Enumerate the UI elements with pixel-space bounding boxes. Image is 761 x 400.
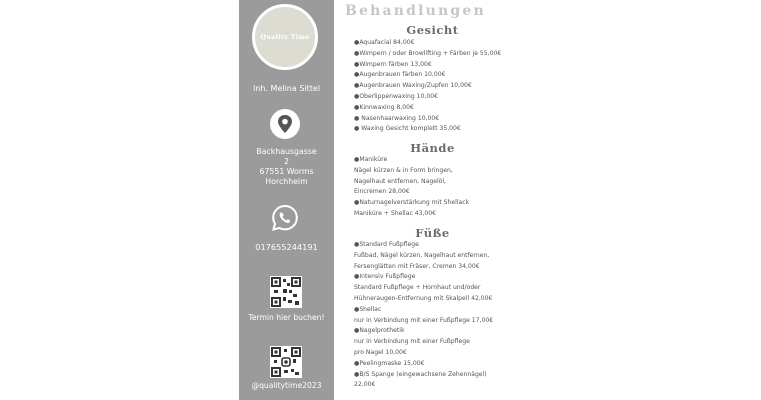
list-item: Eincremen 28,00€ [354, 188, 410, 196]
page-title: Behandlungen [345, 3, 486, 19]
address [239, 147, 334, 187]
section-list-haende [354, 155, 522, 220]
quality-time-logo [252, 4, 318, 70]
list-item: nur in Verbindung mit einer Fußpflege [354, 338, 470, 346]
list-item: ●Augenbrauen färben 10,00€ [354, 71, 446, 79]
list-item: Fersenglätten mit Fräser, Cremen 34,00€ [354, 262, 480, 270]
address-street: Backhausgasse [256, 147, 317, 156]
list-item: ●Naturnagelverstärkung mit Shellack [354, 199, 470, 207]
location-pin-icon [270, 109, 300, 139]
whatsapp-icon [270, 203, 300, 233]
list-item: ●Peelingmaske 15,00€ [354, 359, 425, 367]
price-list-flyer [239, 0, 520, 400]
list-item: ●Augenbrauen Waxing/Zupfen 10,00€ [354, 82, 472, 90]
list-item: ●Maniküre [354, 156, 388, 163]
phone-number: 017655244191 [255, 242, 318, 252]
section-title-haende: Hände [410, 141, 455, 155]
list-item: Nägel kürzen & in Form bringen, [354, 166, 453, 174]
qr-code-icon[interactable] [270, 276, 302, 308]
list-item: ● Nasenhaarwaxing 10,00€ [354, 114, 440, 122]
list-item: Fußbad, Nägel kürzen, Nagelhaut entfernen, [354, 251, 490, 259]
list-item: ●B/S Spange (eingewachsene Zehennägel) [354, 370, 487, 378]
list-item: pro Nagel 10,00€ [354, 348, 407, 356]
section-list-fuesse [354, 240, 522, 391]
list-item: Nagelhaut entfernen, Nagelöl, [354, 177, 446, 185]
list-item: 22,00€ [354, 381, 376, 389]
qr-code-icon[interactable] [270, 346, 302, 378]
list-item: Hühneraugen-Entfernung mit Skalpell 42,00€ [354, 294, 493, 302]
list-item: ●Wimpern färben 13,00€ [354, 60, 432, 68]
owner-name: Inh. Melina Sittel [252, 84, 321, 93]
address-number: 2 [284, 157, 289, 166]
list-item: ●Standard Fußpflege [354, 241, 419, 248]
list-item: ●Intensiv Fußpflege [354, 273, 416, 281]
booking-label: Termin hier buchen! [248, 313, 325, 322]
list-item: ●Kinnwaxing 8,00€ [354, 103, 414, 111]
list-item: Standard Fußpflege + Hornhaut und/oder [354, 284, 481, 292]
list-item: ● Waxing Gesicht komplett 35,00€ [354, 125, 461, 133]
contact-sidebar [239, 0, 334, 400]
list-item: ●Oberlippenwaxing 10,00€ [354, 92, 438, 100]
list-item: Maniküre + Shellac 43,00€ [354, 209, 437, 217]
list-item: ●Wimpern / oder Browlifting + Färben je 55,00€ [354, 49, 502, 57]
instagram-handle: @qualitytime2023 [251, 381, 322, 390]
section-list-gesicht [354, 38, 522, 135]
section-title-fuesse: Füße [415, 226, 450, 240]
address-city: 67551 Worms [259, 167, 314, 176]
list-item: ●Nagelprothetik [354, 327, 405, 335]
list-item: ●Aquafacial 84,00€ [354, 39, 415, 46]
address-district: Horchheim [265, 177, 308, 186]
section-title-gesicht: Gesicht [406, 23, 459, 37]
logo-text: Quality Time [260, 33, 310, 41]
list-item: nur in Verbindung mit einer Fußpflege 17,00€ [354, 316, 494, 324]
list-item: ●Shellac [354, 305, 382, 313]
